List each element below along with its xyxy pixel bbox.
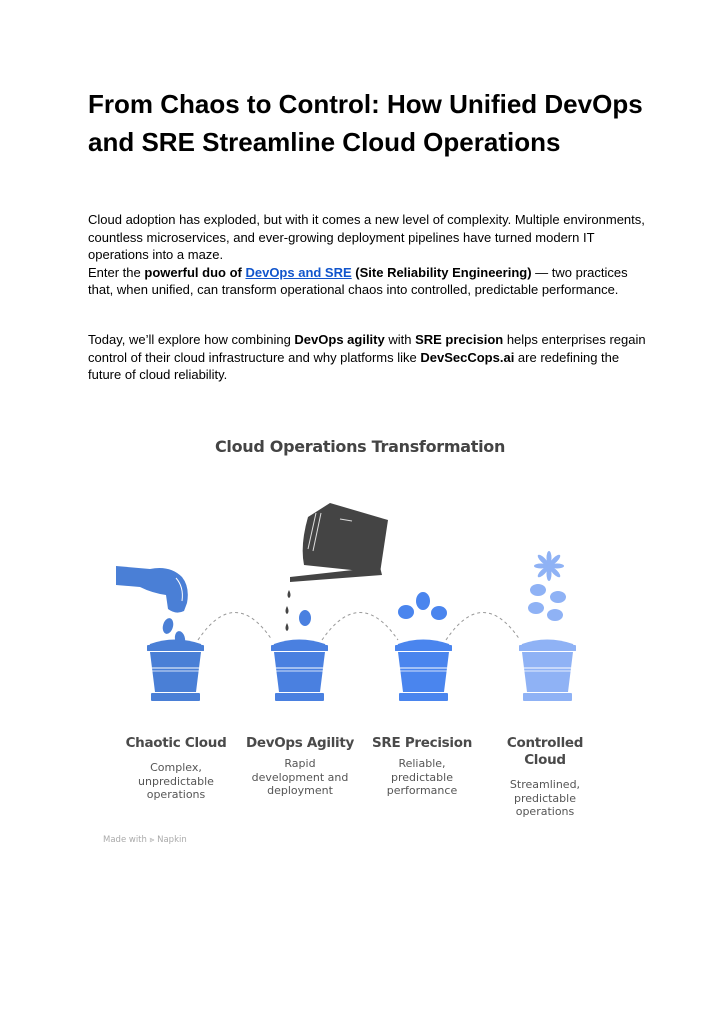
pot-icon-controlled <box>519 640 576 702</box>
stage-description: Complex, unpredictable operations <box>138 761 214 801</box>
intro-bold-2: (Site Reliability Engineering) <box>351 264 532 280</box>
figure-title: Cloud Operations Transformation <box>214 437 506 456</box>
intro-bold-1: powerful duo of <box>144 264 246 280</box>
today-text-2: with <box>384 332 416 347</box>
seed-icon <box>161 617 175 635</box>
devops-sre-link[interactable]: DevOps and SRE <box>245 264 352 280</box>
connector-arc-3 <box>446 613 520 641</box>
today-text-3: helps enterprises regain control of their cloud infrastructure and why platforms like <box>88 332 646 365</box>
today-bold-1: DevOps agility <box>294 332 385 347</box>
stage-title: Chaotic Cloud <box>125 735 227 751</box>
stage-controlled-cloud <box>485 735 605 819</box>
today-paragraph <box>88 331 648 384</box>
today-text-1: Today, we’ll explore how combining <box>88 332 295 347</box>
watering-can-icon <box>290 503 388 582</box>
water-drop-icon <box>286 623 289 631</box>
article-title: From Chaos to Control: How Unified DevOps and SRE Streamline Cloud Operations <box>88 89 643 157</box>
stage-title: DevOps Agility <box>245 735 355 751</box>
napkin-watermark: Made with ⪢ Napkin <box>103 835 187 845</box>
stage-description: Reliable, predictable performance <box>386 757 458 797</box>
intro-text-2: Enter the <box>88 264 145 280</box>
water-drop-icon <box>286 606 289 614</box>
cloud-operations-figure <box>90 425 630 865</box>
leaves-icon <box>398 592 447 620</box>
water-drop-icon <box>288 590 291 598</box>
stage-sre-precision <box>362 735 482 798</box>
today-text-4: are redefining the future of cloud reliability. <box>88 349 620 382</box>
pot-icon-devops <box>271 640 328 702</box>
figure-illustration <box>90 425 630 725</box>
stage-description: Rapid development and deployment <box>251 757 349 797</box>
intro-text-3: — two practices that, when unified, can transform operational chaos into controlled, predictable performance. <box>88 264 628 297</box>
flower-icon <box>534 551 564 581</box>
connector-arc-1 <box>198 613 272 641</box>
intro-paragraph <box>88 211 648 299</box>
pot-icon-sre <box>395 640 452 702</box>
today-bold-2: SRE precision <box>415 332 504 347</box>
hand-icon <box>116 566 188 613</box>
stage-title: Controlled Cloud <box>506 735 584 768</box>
stage-chaotic-cloud <box>116 735 236 802</box>
leaves-icon <box>528 584 566 621</box>
today-bold-3: DevSecCops.ai <box>420 349 515 365</box>
pot-icon-chaotic <box>147 640 204 702</box>
stage-title: SRE Precision <box>371 735 473 751</box>
intro-text-1: Cloud adoption has exploded, but with it comes a new level of complexity. Multiple environments, countless microservices, and ever-growing deployment pipelines have turned modern IT operations into a maze. <box>88 212 645 262</box>
connector-arc-2 <box>322 613 398 641</box>
stage-description: Streamlined, predictable operations <box>509 778 581 818</box>
sprout-leaf-icon <box>299 610 311 626</box>
stage-devops-agility <box>240 735 360 798</box>
